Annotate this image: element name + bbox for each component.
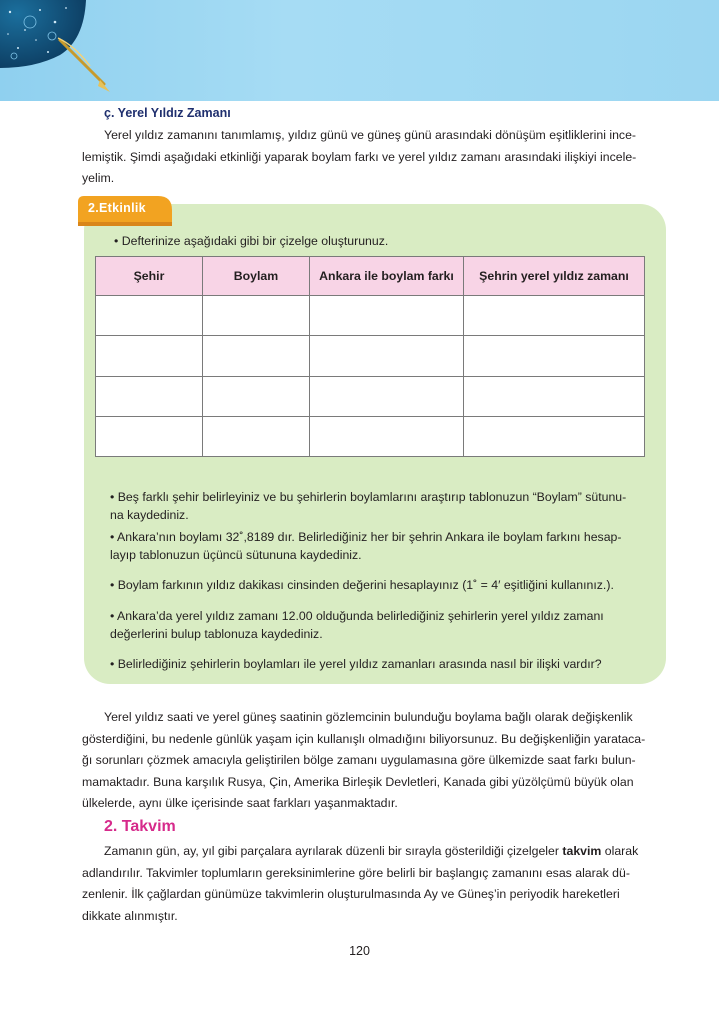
takvim-term: takvim: [562, 844, 602, 858]
starry-sky-quill-illustration: [0, 0, 115, 101]
table-cell: [464, 416, 645, 456]
paragraph-line: ülkelerde, aynı ülke içerisinde saat farkları yaşanmaktadır.: [82, 796, 398, 810]
bullet-line: • Ankara’da yerel yıldız zamanı 12.00 olduğunda belirlediğiniz şehirlerin yerel yıldız zamanı: [110, 609, 604, 623]
paragraph-line: dikkate alınmıştır.: [82, 908, 178, 923]
paragraph-line: Yerel yıldız saati ve yerel güneş saatinin gözlemcinin bulunduğu boylama bağlı olarak değişkenlik: [104, 710, 633, 724]
paragraph-line: ğı sorunları çözmek amacıyla geliştirilen bölge zamanı uygulamasına göre ülkemizde saat farkı bulun-: [82, 753, 636, 767]
table-row: [96, 376, 645, 416]
activity-bullet: [110, 607, 650, 643]
paragraph-line: Zamanın gün, ay, yıl gibi parçalara ayrılarak düzenli bir sırayla gösterildiği çizelgeler: [104, 844, 563, 858]
table-header-cell: Boylam: [203, 257, 310, 296]
table-cell: [96, 296, 203, 336]
table-cell: [464, 376, 645, 416]
intro-line-2: lemiştik. Şimdi aşağıdaki etkinliği yaparak boylam farkı ve yerel yıldız zamanı arasındaki ilişkiyi incele-: [82, 149, 637, 164]
paragraph-line: olarak: [601, 844, 639, 858]
table-cell: [310, 336, 464, 376]
body-paragraph: [82, 707, 657, 815]
table-cell: [464, 336, 645, 376]
table-header-cell: Şehir: [96, 257, 203, 296]
table-cell: [310, 376, 464, 416]
header-banner: [0, 0, 719, 101]
activity-bullet: [110, 576, 650, 594]
table-cell: [310, 296, 464, 336]
paragraph-line: adlandırılır. Takvimler toplumların gereksinimlerine göre belirli bir başlangıç zamanını esas alarak dü-: [82, 865, 630, 880]
bullet-line: değerlerini bulup tablonuza kaydediniz.: [110, 627, 323, 641]
table-row: [96, 336, 645, 376]
activity-tab-label: 2.Etkinlik: [88, 201, 146, 215]
activity-first-bullet: • Defterinize aşağıdaki gibi bir çizelge oluşturunuz.: [114, 234, 389, 248]
paragraph-line: zenlenir. İlk çağlardan günümüze takvimlerin oluşturulmasında Ay ve Güneş’in periyodik hareketleri: [82, 887, 620, 901]
bullet-line: • Ankara’nın boylamı 32˚,8189 dır. Belirlediğiniz her bir şehrin Ankara ile boylam farkını hesap-: [110, 530, 622, 544]
table-cell: [203, 376, 310, 416]
bullet-line: • Belirlediğiniz şehirlerin boylamları ile yerel yıldız zamanları arasında nasıl bir ilişki vardır?: [110, 657, 602, 671]
intro-paragraph: [82, 125, 657, 190]
intro-line-1: Yerel yıldız zamanını tanımlamış, yıldız günü ve güneş günü arasındaki dönüşüm eşitliklerini ince-: [104, 128, 637, 142]
table-header-cell: Ankara ile boylam farkı: [310, 257, 464, 296]
table-header-cell: Şehrin yerel yıldız zamanı: [464, 257, 645, 296]
bullet-line: layıp tablonuzun üçüncü sütununa kaydediniz.: [110, 548, 362, 562]
table-cell: [203, 336, 310, 376]
table-cell: [464, 296, 645, 336]
table-cell: [203, 296, 310, 336]
takvim-heading: 2. Takvim: [104, 818, 176, 835]
takvim-paragraph: [82, 841, 657, 927]
bullet-line: • Beş farklı şehir belirleyiniz ve bu şehirlerin boylamlarını araştırıp tablonuzun “Boylam” sütunu-: [110, 490, 627, 504]
activity-bullet: [110, 528, 650, 564]
bullet-line: na kaydediniz.: [110, 508, 189, 522]
table-cell: [310, 416, 464, 456]
activity-bullet: [110, 488, 650, 524]
table-cell: [96, 376, 203, 416]
page-number: 120: [349, 944, 370, 958]
section-title: ç. Yerel Yıldız Zamanı: [104, 106, 231, 120]
bullet-line: • Boylam farkının yıldız dakikası cinsinden değerini hesaplayınız (1˚ = 4′ eşitliğini kullanınız.).: [110, 578, 614, 592]
activity-bullet: [110, 655, 650, 673]
activity-table: [95, 256, 645, 457]
table-cell: [96, 336, 203, 376]
paragraph-line: mamaktadır. Buna karşılık Rusya, Çin, Amerika Birleşik Devletleri, Kanada gibi yüzölçümü büyük olan: [82, 774, 634, 789]
table-row: [96, 296, 645, 336]
intro-line-3: yelim.: [82, 171, 115, 185]
paragraph-line: gösterdiğini, bu nedenle günlük yaşam için kullanışlı olmadığını biliyorsunuz. Bu değişkenliğin yarataca-: [82, 731, 646, 746]
table-row: [96, 416, 645, 456]
table-cell: [203, 416, 310, 456]
table-cell: [96, 416, 203, 456]
table-header-row: [96, 257, 645, 296]
